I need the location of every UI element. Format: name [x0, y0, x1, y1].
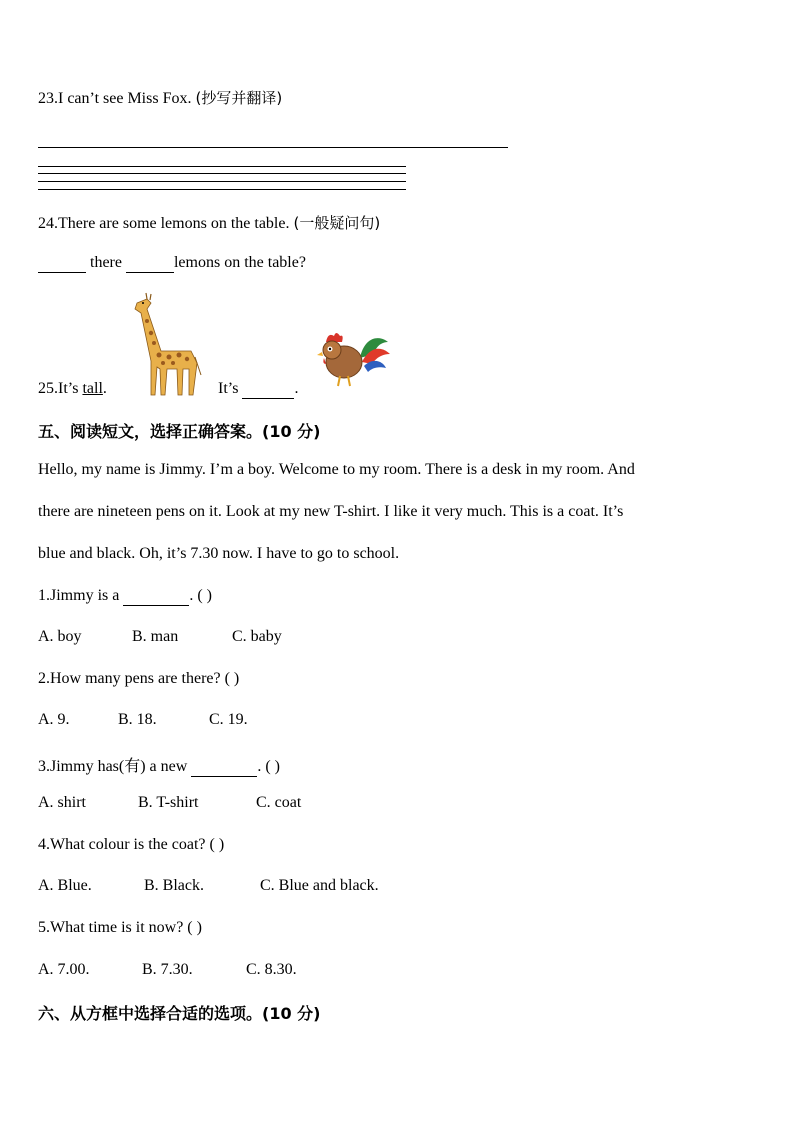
question-4-text: 4.What colour is the coat? ( ): [38, 836, 225, 853]
giraffe-image: [127, 291, 205, 397]
q25-prefix: It’s: [58, 380, 79, 397]
q24-instruction: (一般疑问句): [293, 214, 381, 232]
option-1b[interactable]: B. man: [132, 628, 179, 645]
option-2c[interactable]: C. 19.: [209, 711, 248, 728]
question-2-options: [38, 711, 248, 729]
writing-line-4[interactable]: [38, 189, 406, 190]
option-3a[interactable]: A. shirt: [38, 794, 86, 811]
option-4c[interactable]: C. Blue and black.: [260, 877, 379, 894]
question-5: [38, 919, 202, 937]
q25-number: 25.: [38, 380, 58, 397]
question-3-blank[interactable]: [191, 758, 257, 777]
q23-instruction: (抄写并翻译): [195, 89, 283, 107]
writing-line-3[interactable]: [38, 181, 406, 182]
q23-line: [38, 87, 282, 108]
option-5a[interactable]: A. 7.00.: [38, 961, 90, 978]
q25-line: [38, 380, 107, 398]
writing-line-1[interactable]: [38, 166, 406, 167]
q24-number: 24.: [38, 215, 58, 232]
q24-answer-line: [38, 254, 306, 273]
option-3b[interactable]: B. T-shirt: [138, 794, 199, 811]
q25-dot: .: [102, 380, 107, 397]
question-1: [38, 587, 212, 606]
q23-answer-line[interactable]: [38, 147, 508, 148]
question-1-paren: . ( ): [189, 587, 212, 604]
question-4-options: [38, 877, 379, 895]
q24-blank-2[interactable]: [126, 254, 174, 273]
q25-blank[interactable]: [242, 380, 294, 399]
option-5c[interactable]: C. 8.30.: [246, 961, 297, 978]
question-1-blank[interactable]: [123, 587, 189, 606]
q23-text: I can’t see Miss Fox.: [58, 90, 192, 107]
passage-line-2: there are nineteen pens on it. Look at my new T-shirt. I like it very much. This is a coat. It’s: [38, 503, 624, 520]
question-3-options: [38, 794, 301, 812]
option-1a[interactable]: A. boy: [38, 628, 82, 645]
q24-answer-part2: lemons on the table?: [173, 254, 306, 271]
q24-text: There are some lemons on the table.: [58, 215, 290, 232]
question-5-text: 5.What time is it now? ( ): [38, 919, 202, 936]
option-3c[interactable]: C. coat: [256, 794, 302, 811]
option-4b[interactable]: B. Black.: [144, 877, 204, 894]
option-2b[interactable]: B. 18.: [118, 711, 157, 728]
question-3-text: 3.Jimmy has(有) a new: [38, 758, 188, 775]
writing-line-2[interactable]: [38, 173, 406, 174]
q24-blank-1[interactable]: [38, 254, 86, 273]
q24-line: [38, 212, 380, 233]
question-3-paren: . ( ): [257, 758, 280, 775]
question-2: [38, 670, 239, 688]
section5-heading: 五、阅读短文，选择正确答案。(10 分): [38, 422, 321, 441]
q25-second-line: [218, 380, 298, 399]
q23-number: 23.: [38, 90, 58, 107]
q25-word: tall: [82, 380, 103, 397]
question-5-options: [38, 961, 297, 979]
option-4a[interactable]: A. Blue.: [38, 877, 92, 894]
question-1-text: 1.Jimmy is a: [38, 587, 120, 604]
option-1c[interactable]: C. baby: [232, 628, 282, 645]
q24-answer-part1: there: [90, 254, 122, 271]
option-5b[interactable]: B. 7.30.: [142, 961, 193, 978]
question-4: [38, 836, 224, 854]
question-2-text: 2.How many pens are there? ( ): [38, 670, 240, 687]
q25-second-prefix: It’s: [218, 380, 239, 397]
question-3: [38, 753, 280, 777]
option-2a[interactable]: A. 9.: [38, 711, 70, 728]
passage-line-1: Hello, my name is Jimmy. I’m a boy. Welcome to my room. There is a desk in my room. And: [38, 461, 635, 478]
q25-second-suffix: .: [294, 380, 299, 397]
question-1-options: [38, 628, 282, 646]
passage-line-3: blue and black. Oh, it’s 7.30 now. I have to go to school.: [38, 545, 400, 562]
section6-heading: 六、从方框中选择合适的选项。(10 分): [38, 1004, 321, 1023]
rooster-image: [312, 328, 392, 390]
